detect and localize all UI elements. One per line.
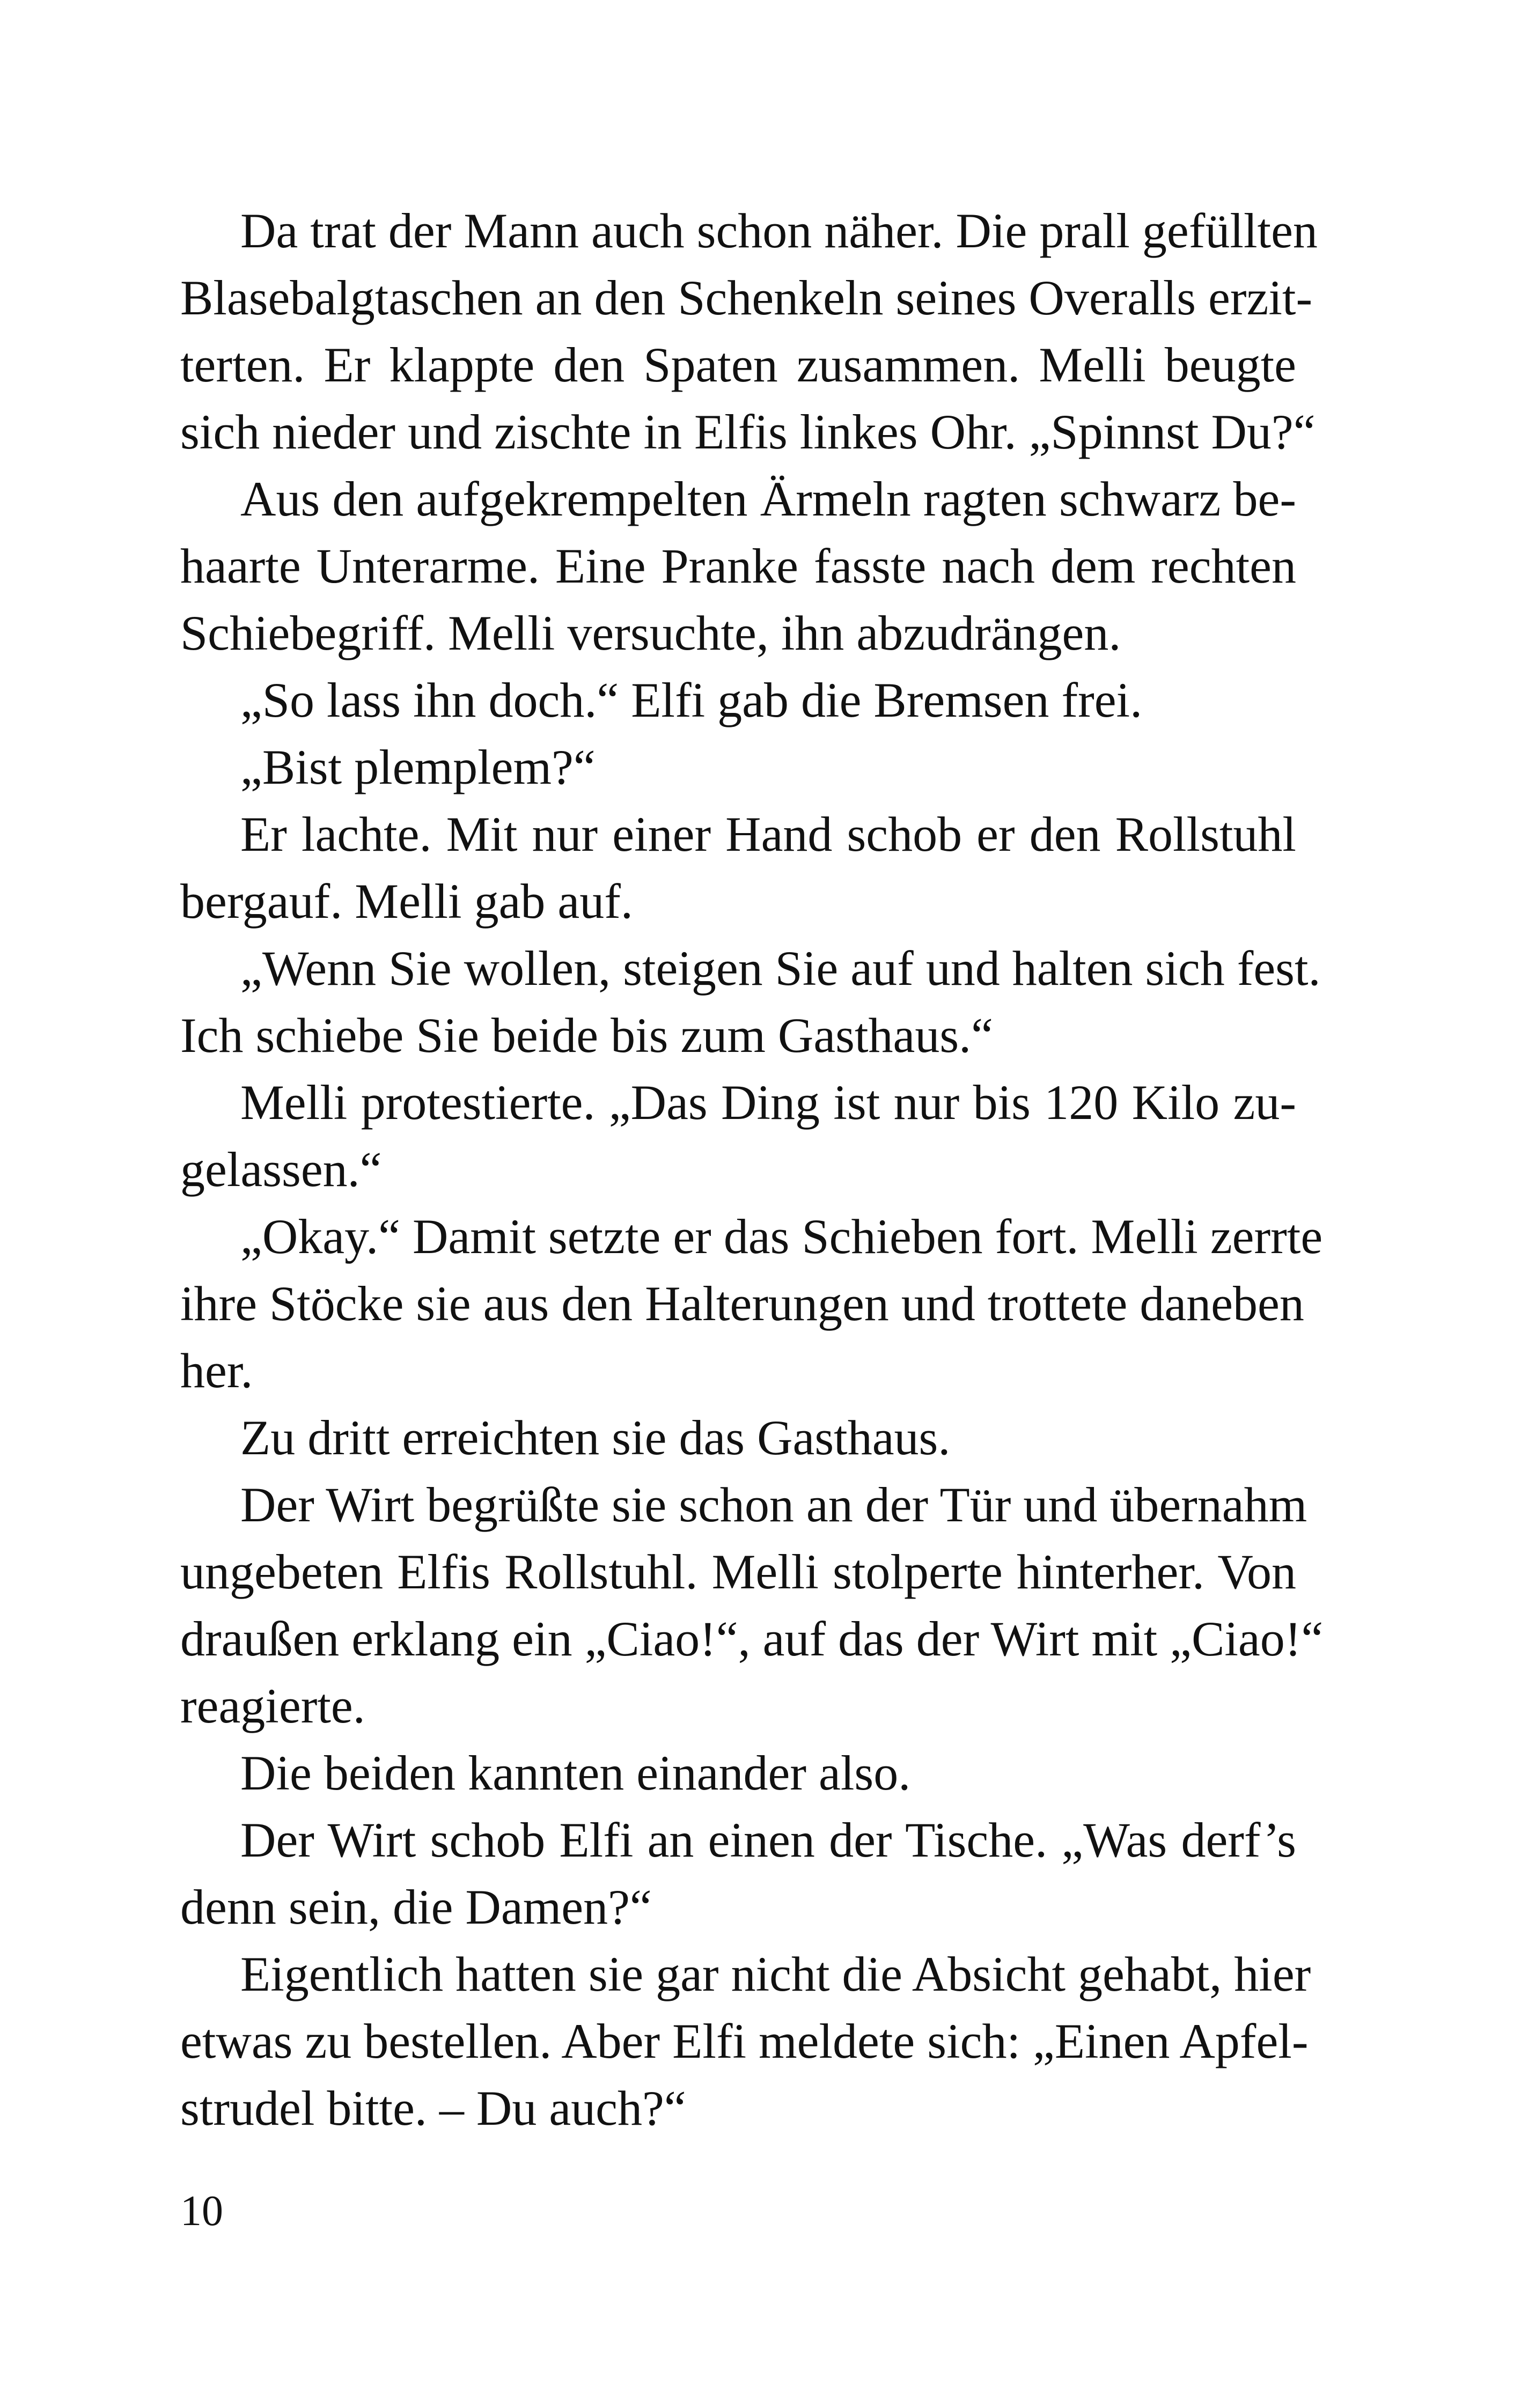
text-line: Die beiden kannten einander also. bbox=[240, 1746, 911, 1800]
text-line: Da trat der Mann auch schon näher. Die prall gefüllten bbox=[240, 203, 1318, 258]
text-line: ihre Stöcke sie aus den Halterungen und trottete daneben bbox=[180, 1276, 1304, 1331]
text-line: denn sein, die Damen?“ bbox=[180, 1880, 652, 1934]
paragraph bbox=[180, 801, 1296, 935]
text-line: sich nieder und zischte in Elfis linkes Ohr. „Spinnst Du?“ bbox=[180, 404, 1316, 459]
text-line: her. bbox=[180, 1343, 253, 1398]
paragraph bbox=[180, 667, 1296, 734]
paragraph bbox=[180, 1807, 1296, 1941]
text-line: strudel bitte. – Du auch?“ bbox=[180, 2081, 686, 2135]
paragraph bbox=[180, 1941, 1311, 2142]
paragraph bbox=[180, 1203, 1323, 1404]
text-line: Aus den aufgekrempelten Ärmeln ragten schwarz be- bbox=[240, 472, 1296, 526]
text-line: Blasebalgtaschen an den Schenkeln seines Overalls erzit- bbox=[180, 270, 1313, 325]
text-line: Melli protestierte. „Das Ding ist nur bis 120 Kilo zu- bbox=[240, 1075, 1296, 1130]
paragraph bbox=[180, 1740, 1296, 1807]
text-line: „Bist plemplem?“ bbox=[240, 740, 596, 794]
paragraph bbox=[180, 935, 1321, 1069]
text-line: draußen erklang ein „Ciao!“, auf das der Wirt mit „Ciao!“ bbox=[180, 1611, 1324, 1666]
text-line: terten. Er klappte den Spaten zusammen. Melli beugte bbox=[180, 337, 1296, 392]
text-line: reagierte. bbox=[180, 1678, 365, 1733]
paragraph bbox=[180, 1471, 1324, 1740]
text-line: Zu dritt erreichten sie das Gasthaus. bbox=[240, 1410, 951, 1465]
text-line: etwas zu bestellen. Aber Elfi meldete sich: „Einen Apfel- bbox=[180, 2014, 1309, 2068]
paragraph bbox=[180, 197, 1318, 466]
text-line: Ich schiebe Sie beide bis zum Gasthaus.“ bbox=[180, 1008, 993, 1063]
text-line: Der Wirt begrüßte sie schon an der Tür und übernahm bbox=[240, 1477, 1307, 1532]
paragraph bbox=[180, 1069, 1296, 1203]
page-number: 10 bbox=[180, 2188, 223, 2235]
paragraph bbox=[180, 1404, 1296, 1471]
body-text bbox=[180, 197, 1324, 2142]
text-line: Der Wirt schob Elfi an einen der Tische. „Was derf’s bbox=[240, 1813, 1296, 1867]
paragraph bbox=[180, 466, 1296, 667]
text-line: Eigentlich hatten sie gar nicht die Absicht gehabt, hier bbox=[240, 1947, 1311, 2001]
text-line: ungebeten Elfis Rollstuhl. Melli stolperte hinterher. Von bbox=[180, 1544, 1296, 1599]
text-line: „So lass ihn doch.“ Elfi gab die Bremsen frei. bbox=[240, 673, 1143, 727]
text-line: haarte Unterarme. Eine Pranke fasste nach dem rechten bbox=[180, 539, 1296, 593]
text-line: „Okay.“ Damit setzte er das Schieben fort. Melli zerrte bbox=[240, 1209, 1323, 1264]
text-line: Schiebegriff. Melli versuchte, ihn abzudrängen. bbox=[180, 606, 1121, 660]
text-line: gelassen.“ bbox=[180, 1142, 382, 1197]
paragraph bbox=[180, 734, 1296, 801]
text-line: bergauf. Melli gab auf. bbox=[180, 874, 633, 929]
text-line: „Wenn Sie wollen, steigen Sie auf und halten sich fest. bbox=[240, 941, 1321, 996]
text-line: Er lachte. Mit nur einer Hand schob er den Rollstuhl bbox=[240, 807, 1296, 861]
